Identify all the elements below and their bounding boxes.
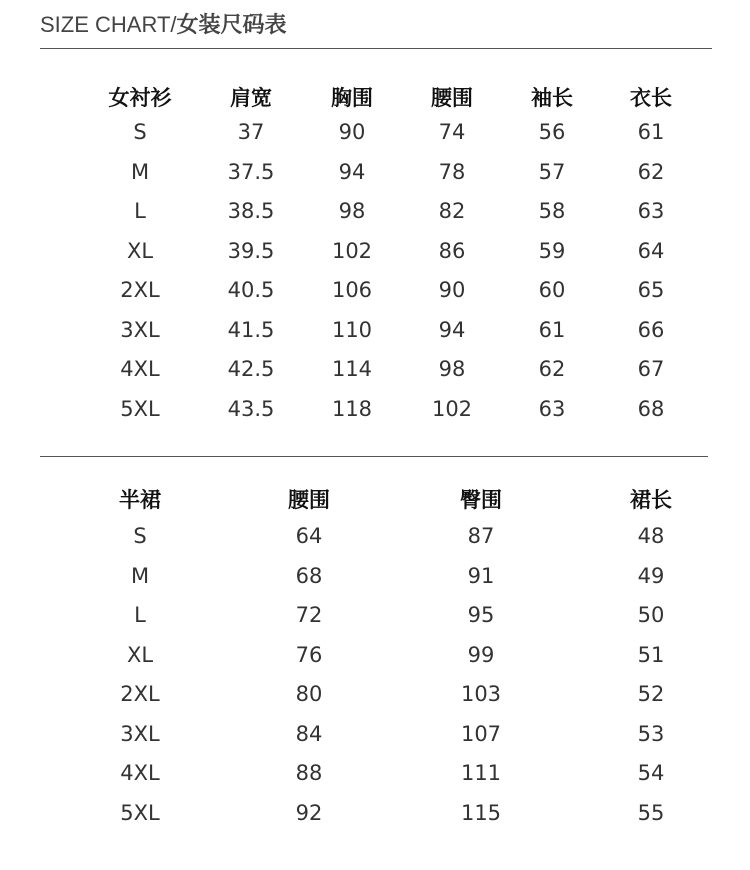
blouse-size-label: 3XL [120,317,160,342]
blouse-cell: 37 [237,120,265,144]
skirt-cell: 72 [295,603,323,627]
blouse-cell: 90 [438,278,466,302]
skirt-size-label: M [130,563,150,588]
blouse-size-label: XL [126,238,154,263]
blouse-cell: 67 [637,357,665,381]
skirt-header-0: 半裙 [119,488,161,512]
blouse-cell: 63 [637,199,665,223]
blouse-cell: 114 [331,357,373,381]
blouse-cell: 63 [538,396,566,421]
blouse-header-0: 女衬衫 [108,86,172,110]
skirt-cell: 88 [295,761,323,785]
skirt-cell: 84 [295,721,323,746]
blouse-cell: 102 [431,396,473,421]
skirt-cell: 95 [467,603,495,627]
blouse-cell: 98 [438,357,466,381]
blouse-cell: 59 [538,238,566,263]
skirt-cell: 53 [637,721,665,746]
skirt-cell: 54 [637,761,665,785]
skirt-cell: 107 [460,721,502,746]
title-divider [40,48,712,49]
blouse-size-label: 2XL [120,278,160,302]
blouse-cell: 37.5 [227,159,275,184]
blouse-cell: 38.5 [227,199,275,223]
blouse-cell: 94 [338,159,366,184]
blouse-cell: 61 [637,120,665,144]
skirt-header-2: 臀围 [460,488,502,512]
blouse-cell: 106 [331,278,373,302]
blouse-size-label: S [133,120,147,144]
skirt-size-label: 3XL [120,721,160,746]
skirt-cell: 68 [295,563,323,588]
blouse-cell: 58 [538,199,566,223]
skirt-cell: 92 [295,800,323,825]
blouse-cell: 64 [637,238,665,263]
blouse-header-2: 胸围 [331,86,373,110]
blouse-cell: 98 [338,199,366,223]
blouse-cell: 86 [438,238,466,263]
skirt-cell: 52 [637,682,665,706]
skirt-cell: 80 [295,682,323,706]
blouse-cell: 65 [637,278,665,302]
blouse-cell: 60 [538,278,566,302]
blouse-cell: 68 [637,396,665,421]
skirt-size-label: XL [126,642,154,667]
blouse-cell: 61 [538,317,566,342]
blouse-cell: 57 [538,159,566,184]
blouse-cell: 74 [438,120,466,144]
blouse-size-label: L [134,199,146,223]
skirt-header-3: 裙长 [630,488,672,512]
skirt-size-label: L [134,603,146,627]
skirt-cell: 111 [460,761,502,785]
blouse-cell: 66 [637,317,665,342]
blouse-cell: 42.5 [227,357,275,381]
skirt-cell: 76 [295,642,323,667]
skirt-cell: 91 [467,563,495,588]
blouse-cell: 41.5 [227,317,275,342]
skirt-cell: 87 [467,524,495,548]
skirt-cell: 99 [467,642,495,667]
blouse-cell: 94 [438,317,466,342]
skirt-header-1: 腰围 [288,488,330,512]
blouse-header-1: 肩宽 [230,86,272,110]
skirt-cell: 51 [637,642,665,667]
title-chinese: 女装尺码表 [176,13,287,38]
skirt-size-label: 4XL [120,761,160,785]
skirt-cell: 55 [637,800,665,825]
blouse-cell: 40.5 [227,278,275,302]
blouse-cell: 118 [331,396,373,421]
skirt-cell: 50 [637,603,665,627]
skirt-cell: 48 [637,524,665,548]
blouse-size-label: 5XL [120,396,160,421]
skirt-cell: 49 [637,563,665,588]
blouse-cell: 102 [331,238,373,263]
blouse-header-3: 腰围 [431,86,473,110]
blouse-cell: 110 [331,317,373,342]
skirt-size-label: 2XL [120,682,160,706]
blouse-cell: 39.5 [227,238,275,263]
blouse-cell: 62 [637,159,665,184]
blouse-size-label: 4XL [120,357,160,381]
blouse-cell: 62 [538,357,566,381]
page-title [40,8,287,39]
title-english: SIZE CHART/ [40,12,177,37]
blouse-cell: 90 [338,120,366,144]
blouse-cell: 43.5 [227,396,275,421]
blouse-header-5: 衣长 [630,86,672,110]
blouse-cell: 78 [438,159,466,184]
blouse-cell: 82 [438,199,466,223]
section-divider [40,456,708,457]
skirt-size-label: S [133,524,147,548]
blouse-size-label: M [130,159,150,184]
skirt-cell: 103 [460,682,502,706]
skirt-size-label: 5XL [120,800,160,825]
skirt-cell: 64 [295,524,323,548]
blouse-header-4: 袖长 [531,86,573,110]
skirt-cell: 115 [460,800,502,825]
blouse-cell: 56 [538,120,566,144]
